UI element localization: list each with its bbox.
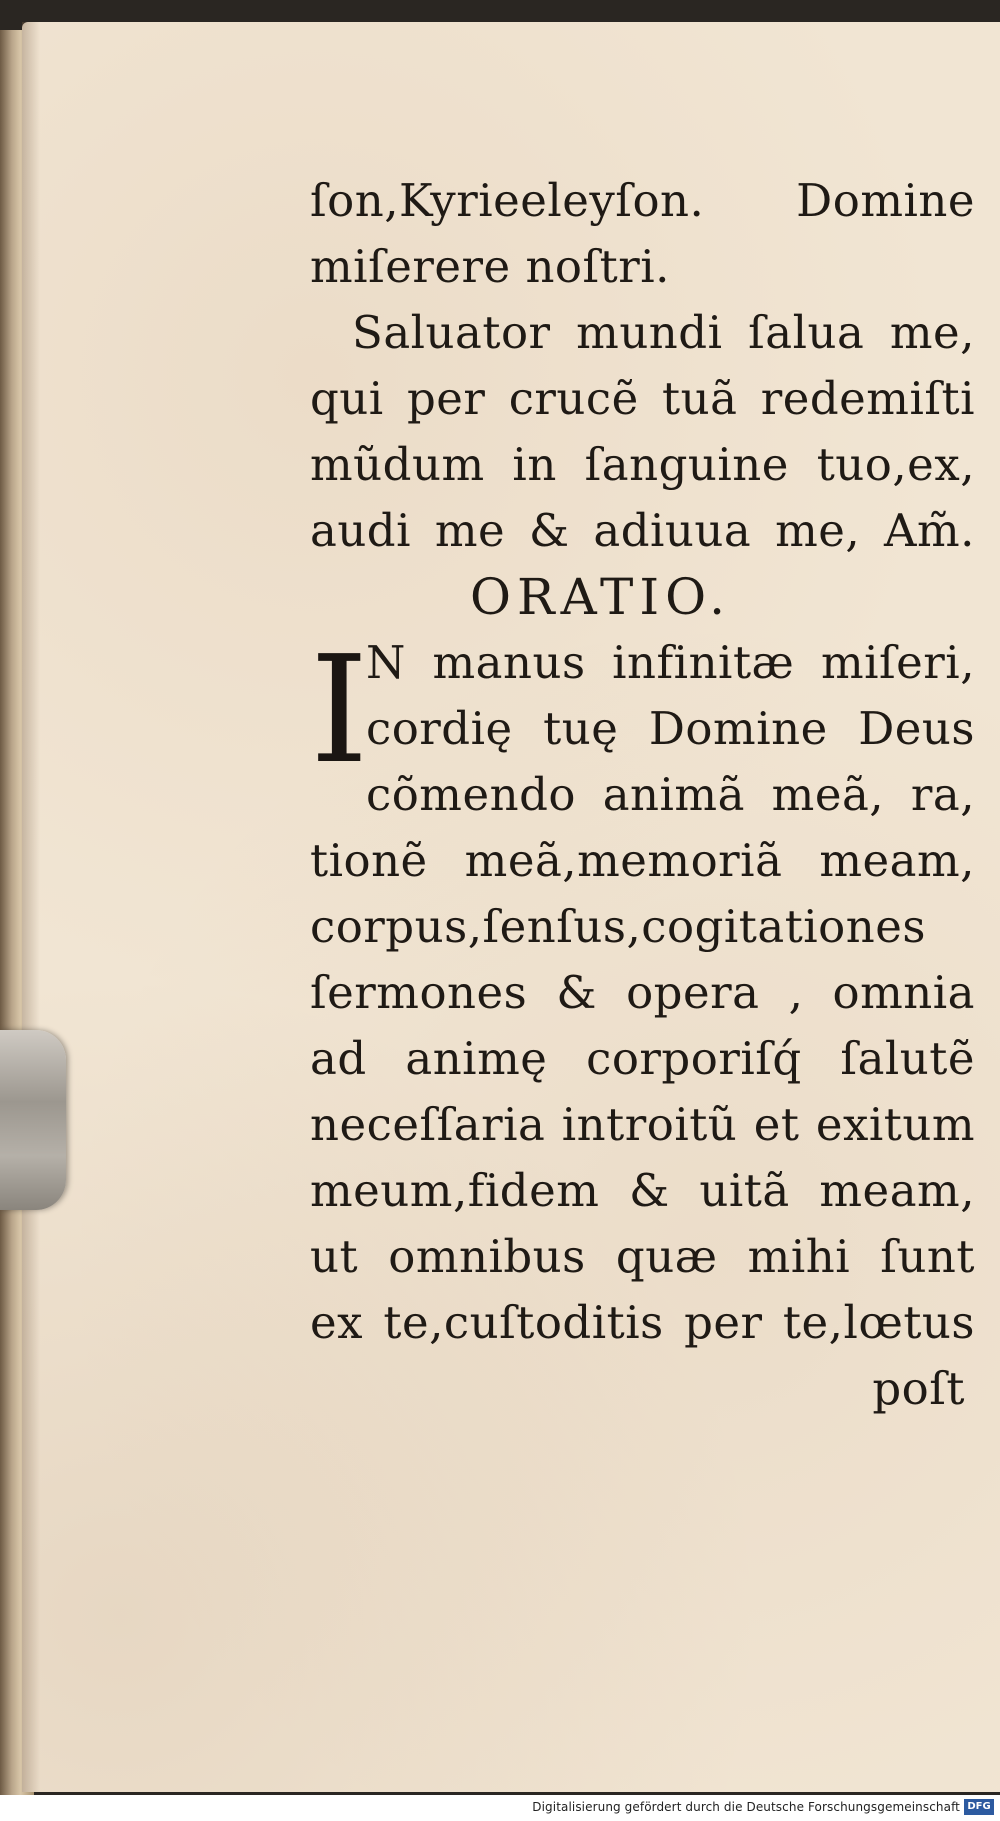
dfg-logo-icon: DFG <box>964 1799 994 1815</box>
funding-credit: Digitalisierung gefördert durch die Deutsche Forschungsgemeinschaft <box>532 1800 960 1814</box>
text-line: ex te,cuſtoditis per te,lœtus <box>310 1296 975 1349</box>
drop-cap: I <box>310 624 369 796</box>
text-line: ſermones & opera , omnia <box>310 966 975 1019</box>
catchword: poſt <box>872 1362 965 1415</box>
text-line: cõmendo animã meã, ra, <box>366 768 975 821</box>
gutter-shadow <box>22 22 40 1792</box>
text-line: neceſſaria introitũ et exitum <box>310 1098 975 1151</box>
text-line: meum,fidem & uitã meam, <box>310 1164 975 1217</box>
text-line: ut omnibus quæ mihi ſunt <box>310 1230 975 1283</box>
footer-bar <box>0 1795 1000 1821</box>
text-line: qui per crucẽ tuã redemiſti <box>310 372 975 425</box>
text-line: Saluator mundi ſalua me, <box>352 306 975 359</box>
text-line: audi me & adiuua me, Am̃. <box>310 504 975 557</box>
dropcap-paragraph <box>310 624 975 828</box>
text-line: ſon,Kyrieeleyſon. Domine <box>310 174 975 227</box>
text-line: corpus,ſenſus,cogitationes <box>310 900 926 953</box>
text-line: N manus infinitæ miſeri, <box>366 636 975 689</box>
page-clip <box>0 1030 66 1210</box>
text-line: ad animę corporiſq́ ſalutẽ <box>310 1032 975 1085</box>
text-line: tionẽ meã,memoriã meam, <box>310 834 975 887</box>
text-line: cordię tuę Domine Deus <box>366 702 975 755</box>
section-heading: ORATIO. <box>470 568 732 626</box>
text-line: mũdum in ſanguine tuo,ex, <box>310 438 975 491</box>
text-line: miſerere noſtri. <box>310 240 670 293</box>
page-text <box>310 168 975 1422</box>
